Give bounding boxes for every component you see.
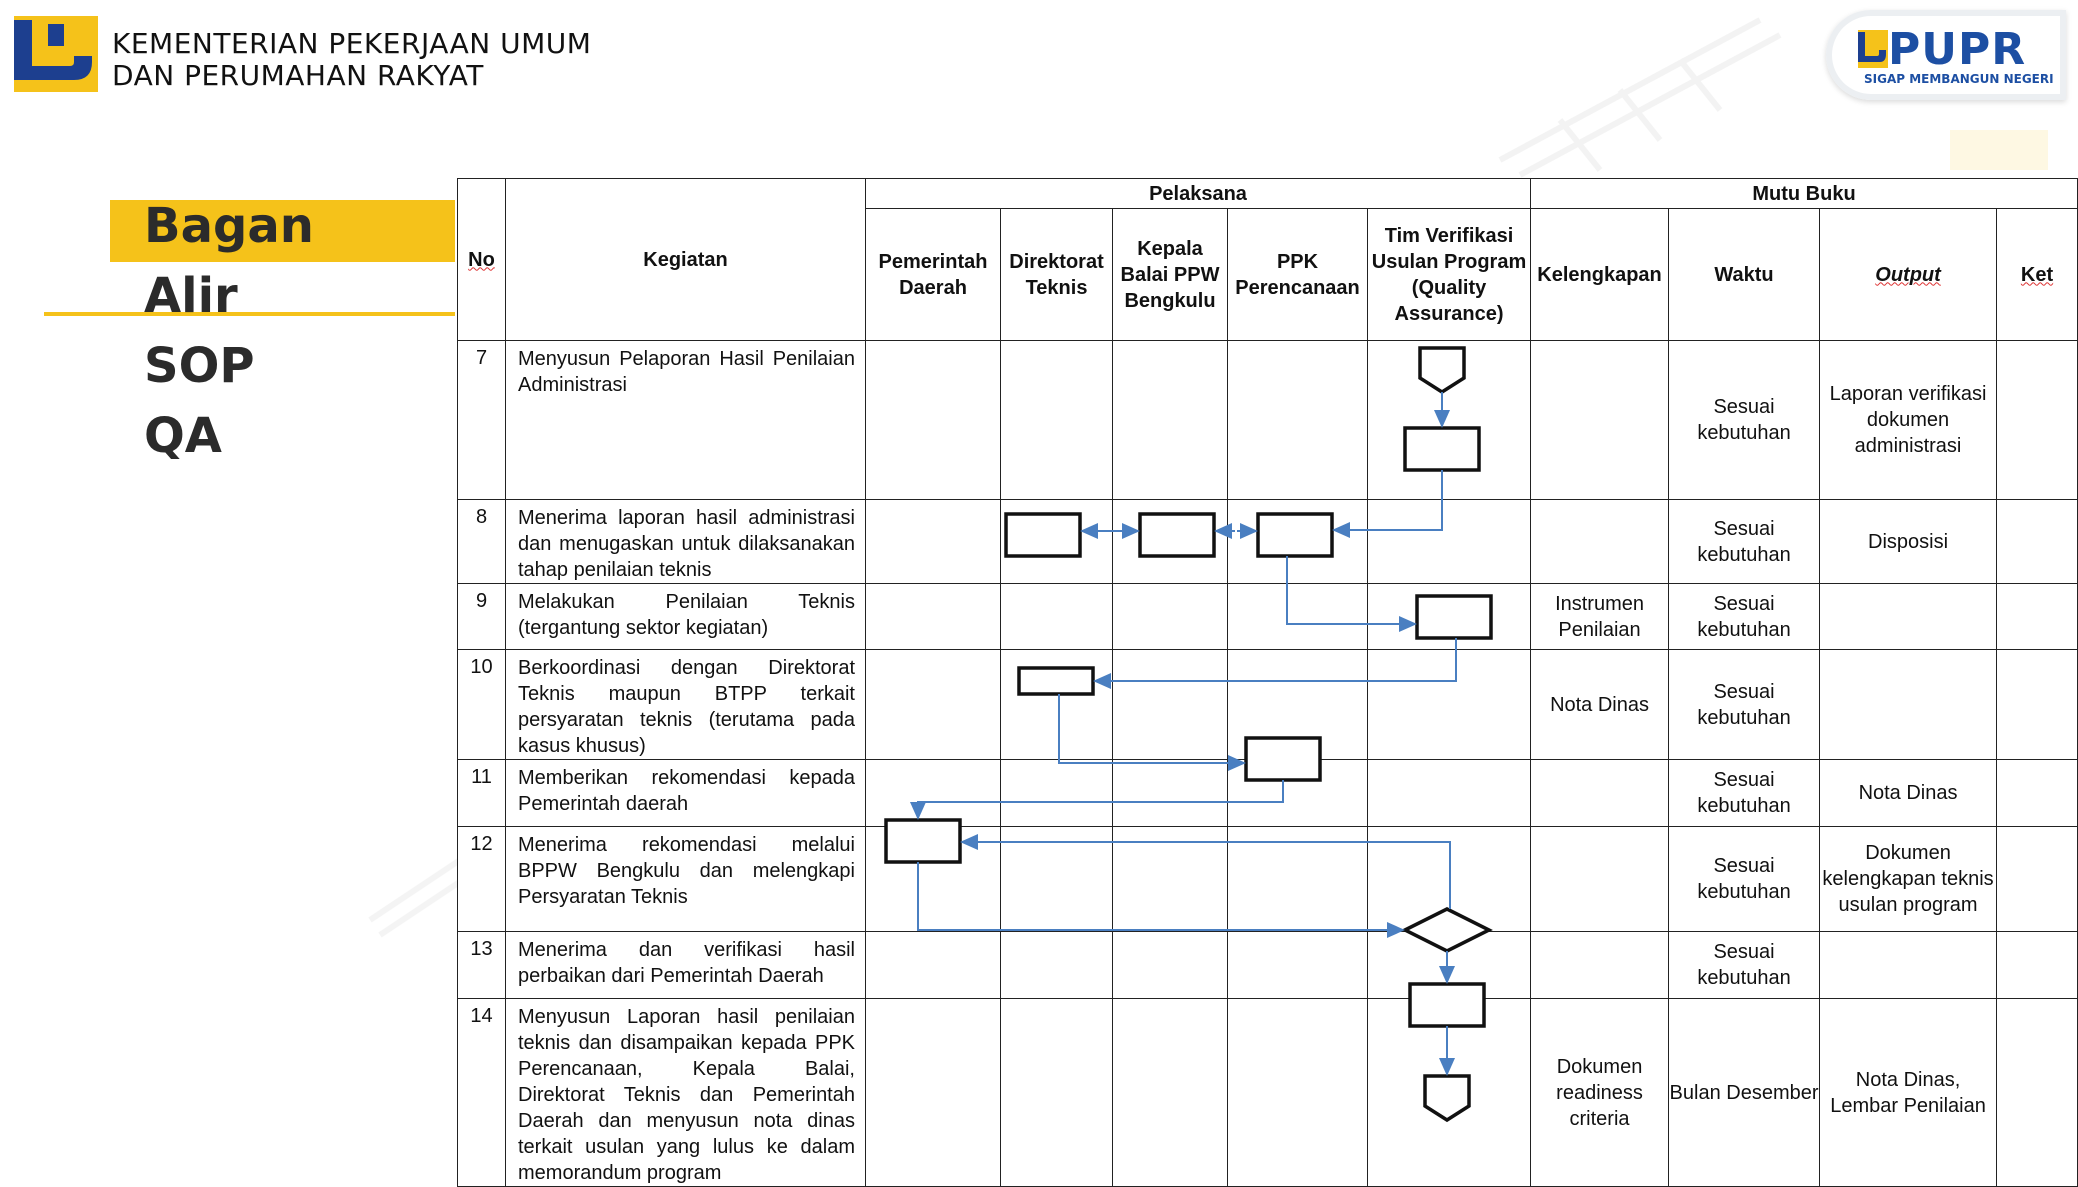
row-no: 10 bbox=[458, 650, 506, 760]
header-kepala-balai: Kepala Balai PPW Bengkulu bbox=[1113, 209, 1228, 341]
table-row bbox=[458, 932, 2078, 999]
header-tim-verifikasi: Tim Verifikasi Usulan Program (Quality Assurance) bbox=[1368, 209, 1531, 341]
table-row bbox=[458, 650, 2078, 760]
row-no: 7 bbox=[458, 341, 506, 500]
row-kegiatan: Melakukan Penilaian Teknis (tergantung sektor kegiatan) bbox=[506, 584, 866, 650]
row-waktu: Bulan Desember bbox=[1669, 999, 1820, 1187]
row-output: Nota Dinas bbox=[1820, 760, 1997, 827]
row-kegiatan: Memberikan rekomendasi kepada Pemerintah daerah bbox=[506, 760, 866, 827]
row-kelengkapan bbox=[1531, 827, 1669, 932]
header-pelaksana: Pelaksana bbox=[866, 179, 1531, 209]
table-row bbox=[458, 760, 2078, 827]
row-waktu: Sesuai kebutuhan bbox=[1669, 500, 1820, 584]
row-kegiatan: Menyusun Laporan hasil penilaian teknis dan disampaikan kepada PPK Perencanaan, Kepala Balai, Direktorat Teknis dan Pemerintah Daerah dan menyusun nota dinas terkait usulan yang lulus ke dalam memorandum program bbox=[506, 999, 866, 1187]
ministry-name bbox=[112, 28, 591, 92]
row-kegiatan: Menerima laporan hasil administrasi dan menugaskan untuk dilaksanakan tahap penilaian teknis bbox=[506, 500, 866, 584]
table-row bbox=[458, 999, 2078, 1187]
ministry-name-line1: KEMENTERIAN PEKERJAAN UMUM bbox=[112, 27, 592, 60]
row-no: 9 bbox=[458, 584, 506, 650]
row-kelengkapan: Dokumen readiness criteria bbox=[1531, 999, 1669, 1187]
row-waktu: Sesuai kebutuhan bbox=[1669, 760, 1820, 827]
table-row bbox=[458, 500, 2078, 584]
row-waktu: Sesuai kebutuhan bbox=[1669, 932, 1820, 999]
row-no: 14 bbox=[458, 999, 506, 1187]
sop-table bbox=[457, 178, 2078, 1187]
row-output: Dokumen kelengkapan teknis usulan program bbox=[1820, 827, 1997, 932]
row-output: Disposisi bbox=[1820, 500, 1997, 584]
header-mutu-buku: Mutu Buku bbox=[1531, 179, 2078, 209]
ministry-name-line2: DAN PERUMAHAN RAKYAT bbox=[112, 59, 484, 92]
row-kelengkapan bbox=[1531, 932, 1669, 999]
row-no: 8 bbox=[458, 500, 506, 584]
table-row bbox=[458, 827, 2078, 932]
pupr-brand-tagline: SIGAP MEMBANGUN NEGERI bbox=[1864, 72, 2054, 86]
row-output: Nota Dinas, Lembar Penilaian bbox=[1820, 999, 1997, 1187]
pupr-logo-icon bbox=[1858, 30, 1888, 68]
row-output bbox=[1820, 650, 1997, 760]
row-waktu: Sesuai kebutuhan bbox=[1669, 341, 1820, 500]
row-no: 13 bbox=[458, 932, 506, 999]
menu-item-sop[interactable]: SOP bbox=[144, 338, 255, 394]
row-no: 11 bbox=[458, 760, 506, 827]
row-kelengkapan bbox=[1531, 760, 1669, 827]
row-output bbox=[1820, 932, 1997, 999]
header-waktu: Waktu bbox=[1669, 209, 1820, 341]
header-no: No bbox=[458, 179, 506, 341]
row-output bbox=[1820, 584, 1997, 650]
row-waktu: Sesuai kebutuhan bbox=[1669, 827, 1820, 932]
menu-underline bbox=[44, 312, 455, 316]
menu-item-alir[interactable]: Alir bbox=[144, 268, 238, 324]
row-no: 12 bbox=[458, 827, 506, 932]
row-kegiatan: Menerima dan verifikasi hasil perbaikan dari Pemerintah Daerah bbox=[506, 932, 866, 999]
menu-item-qa[interactable]: QA bbox=[144, 408, 222, 464]
row-waktu: Sesuai kebutuhan bbox=[1669, 650, 1820, 760]
pupr-brand-badge bbox=[1826, 10, 2066, 100]
header-kelengkapan: Kelengkapan bbox=[1531, 209, 1669, 341]
header-ket: Ket bbox=[1997, 209, 2078, 341]
header-direktorat-teknis: Direktorat Teknis bbox=[1001, 209, 1113, 341]
row-kelengkapan bbox=[1531, 500, 1669, 584]
row-output: Laporan verifikasi dokumen administrasi bbox=[1820, 341, 1997, 500]
header-ppk: PPK Perencanaan bbox=[1228, 209, 1368, 341]
row-kegiatan: Menerima rekomendasi melalui BPPW Bengkulu dan melengkapi Persyaratan Teknis bbox=[506, 827, 866, 932]
header-pemerintah-daerah: Pemerintah Daerah bbox=[866, 209, 1001, 341]
row-kelengkapan: Nota Dinas bbox=[1531, 650, 1669, 760]
table-row bbox=[458, 341, 2078, 500]
row-waktu: Sesuai kebutuhan bbox=[1669, 584, 1820, 650]
row-kegiatan: Berkoordinasi dengan Direktorat Teknis maupun BTPP terkait persyaratan teknis (terutama pada kasus khusus) bbox=[506, 650, 866, 760]
pupr-brand-word: PUPR bbox=[1888, 24, 2027, 75]
ministry-logo-icon bbox=[14, 16, 98, 92]
table-row bbox=[458, 584, 2078, 650]
row-kegiatan: Menyusun Pelaporan Hasil Penilaian Administrasi bbox=[506, 341, 866, 500]
row-kelengkapan: Instrumen Penilaian bbox=[1531, 584, 1669, 650]
header-kegiatan: Kegiatan bbox=[506, 179, 866, 341]
sop-table-container bbox=[457, 178, 2054, 1184]
menu-item-bagan[interactable]: Bagan bbox=[144, 198, 314, 254]
row-kelengkapan bbox=[1531, 341, 1669, 500]
header-output: Output bbox=[1820, 209, 1997, 341]
